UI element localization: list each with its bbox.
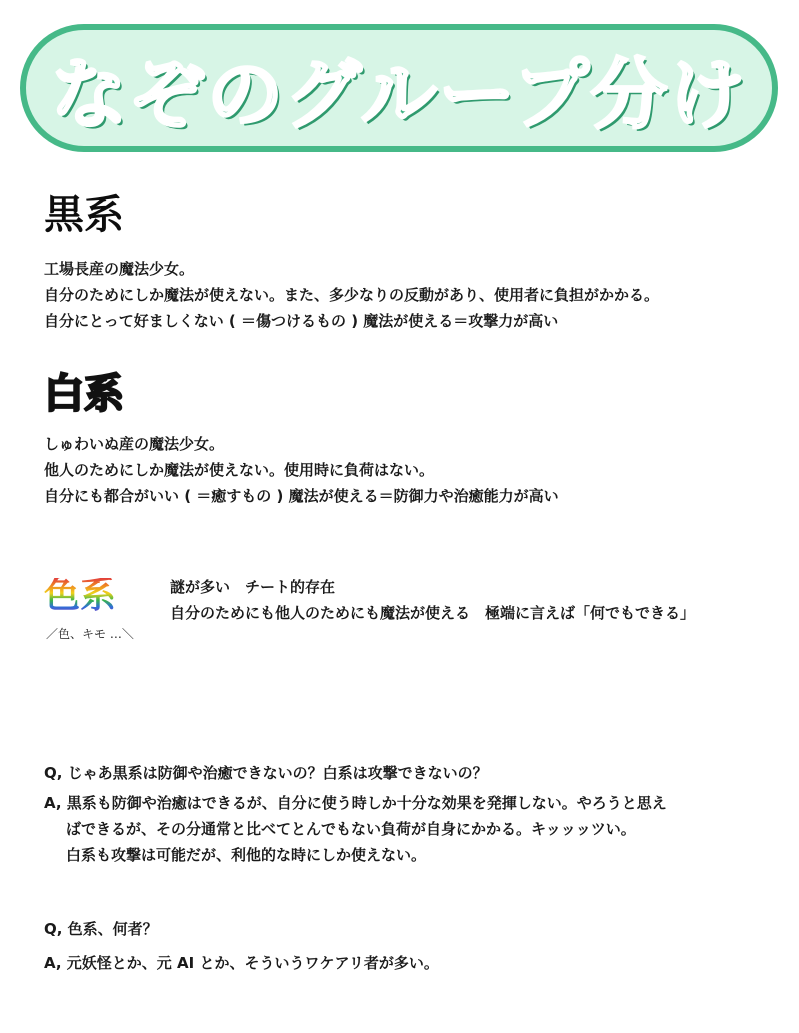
- answer-2-line-1: A, 元妖怪とか、元 AI とか、そういうワケアリ者が多い。: [44, 954, 439, 972]
- answer-1-line-1: A, 黒系も防御や治癒はできるが、自分に使う時しか十分な効果を発揮しない。やろうと思え: [44, 794, 667, 812]
- white-line-2: 他人のためにしか魔法が使えない。使用時に負荷はない。: [44, 461, 435, 479]
- black-line-3: 自分にとって好ましくない ( ＝傷つけるもの ) 魔法が使える＝攻撃力が高い: [44, 312, 559, 330]
- black-line-1: 工場長産の魔法少女。: [44, 260, 195, 278]
- white-line-3: 自分にも都合がいい ( ＝癒すもの ) 魔法が使える＝防御力や治癒能力が高い: [44, 487, 559, 505]
- color-line-1: 謎が多い チート的存在: [170, 578, 336, 596]
- heading-white: 白系: [44, 371, 124, 417]
- answer-1-line-2: ばできるが、その分通常と比べてとんでもない負荷が自身にかかる。キッッッツい。: [66, 820, 636, 838]
- white-line-1: しゅわいぬ産の魔法少女。: [44, 435, 225, 453]
- heading-black: 黒系: [44, 192, 124, 238]
- answer-1-line-3: 白系も攻撃は可能だが、利他的な時にしか使えない。: [66, 846, 427, 864]
- heading-color-sub: ／色、キモ …＼: [46, 627, 134, 641]
- question-1: Q, じゃあ黒系は防御や治癒できないの？白系は攻撃できないの？: [44, 764, 488, 782]
- page-title: なぞのグループ分け: [51, 49, 747, 139]
- color-line-2: 自分のためにも他人のためにも魔法が使える 極端に言えば「何でもできる」: [170, 604, 696, 622]
- question-2: Q, 色系、何者？: [44, 920, 158, 938]
- heading-color: 色系: [44, 575, 117, 616]
- black-line-2: 自分のためにしか魔法が使えない。また、多少なりの反動があり、使用者に負担がかかる。: [44, 286, 660, 304]
